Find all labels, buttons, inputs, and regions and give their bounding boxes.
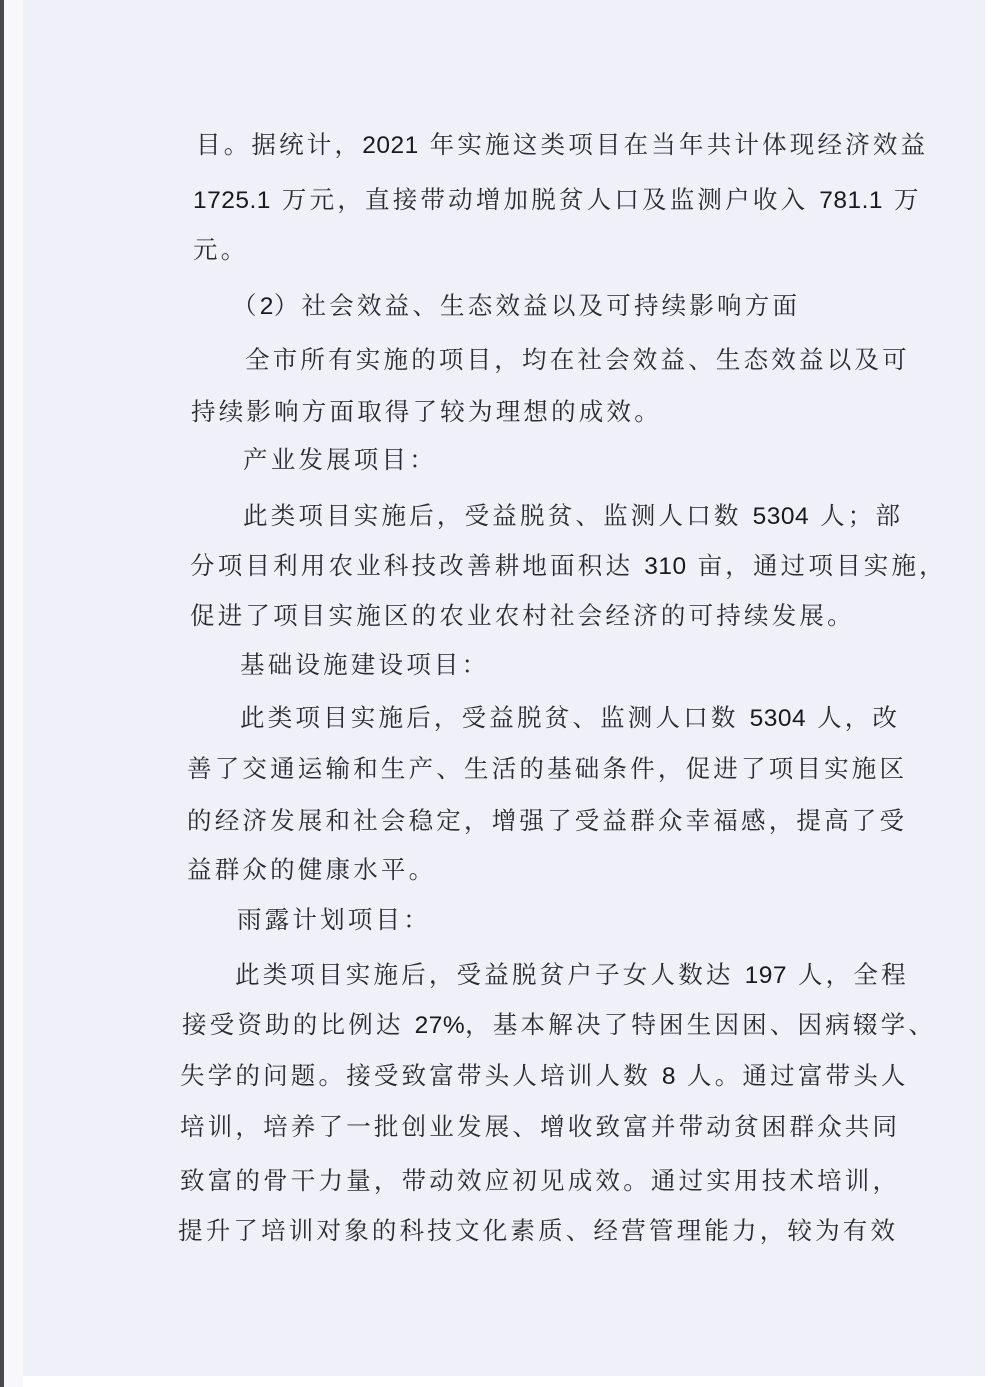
text-line: 提升了培训对象的科技文化素质、经营管理能力，较为有效 xyxy=(178,1216,899,1245)
numeric-value: 5304 xyxy=(752,503,810,530)
text-line: 元。 xyxy=(193,235,249,264)
text-line: 雨露计划项目： xyxy=(237,905,431,934)
text-line: 接受资助的比例达 27%，基本解决了特困生因困、因病辍学、 xyxy=(182,1010,937,1039)
scan-margin xyxy=(4,0,23,1387)
text-line: 1725.1 万元，直接带动增加脱贫人口及监测户收入 781.1 万 xyxy=(193,185,922,214)
numeric-value: 310 xyxy=(644,553,687,580)
text-line: 此类项目实施后，受益脱贫、监测人口数 5304 人；部 xyxy=(243,501,904,530)
numeric-value: 781.1 xyxy=(819,187,884,214)
numeric-value: 27% xyxy=(414,1012,466,1039)
numeric-value: 2 xyxy=(259,293,274,320)
text-line: 此类项目实施后，受益脱贫、监测人口数 5304 人，改 xyxy=(240,703,901,732)
text-line: 基础设施建设项目： xyxy=(240,650,490,679)
numeric-value: 1725.1 xyxy=(193,187,271,214)
text-line: 致富的骨干力量，带动效应初见成效。通过实用技术培训， xyxy=(180,1166,901,1195)
text-line: 善了交通运输和生产、生活的基础条件，促进了项目实施区 xyxy=(187,754,908,783)
text-line: 全市所有实施的项目，均在社会效益、生态效益以及可 xyxy=(245,345,910,374)
text-line: （2）社会效益、生态效益以及可持续影响方面 xyxy=(232,291,801,320)
text-line: 培训，培养了一批创业发展、增收致富并带动贫困群众共同 xyxy=(180,1112,901,1141)
text-line: 益群众的健康水平。 xyxy=(187,855,437,884)
numeric-value: 5304 xyxy=(749,705,807,732)
numeric-value: 197 xyxy=(744,962,787,989)
text-line: 的经济发展和社会稳定，增强了受益群众幸福感，提高了受 xyxy=(187,806,908,835)
text-line: 促进了项目实施区的农业农村社会经济的可持续发展。 xyxy=(190,601,855,630)
numeric-value: 8 xyxy=(661,1063,677,1090)
text-line: 分项目利用农业科技改善耕地面积达 310 亩，通过项目实施， xyxy=(190,551,947,580)
text-line: 产业发展项目： xyxy=(243,445,437,474)
numeric-value: 2021 xyxy=(362,132,419,159)
text-line: 失学的问题。接受致富带头人培训人数 8 人。通过富带头人 xyxy=(180,1061,909,1090)
text-line: 持续影响方面取得了较为理想的成效。 xyxy=(191,397,662,426)
text-line: 此类项目实施后，受益脱贫户子女人数达 197 人，全程 xyxy=(235,960,909,989)
text-line: 目。据统计，2021 年实施这类项目在当年共计体现经济效益 xyxy=(196,130,929,159)
